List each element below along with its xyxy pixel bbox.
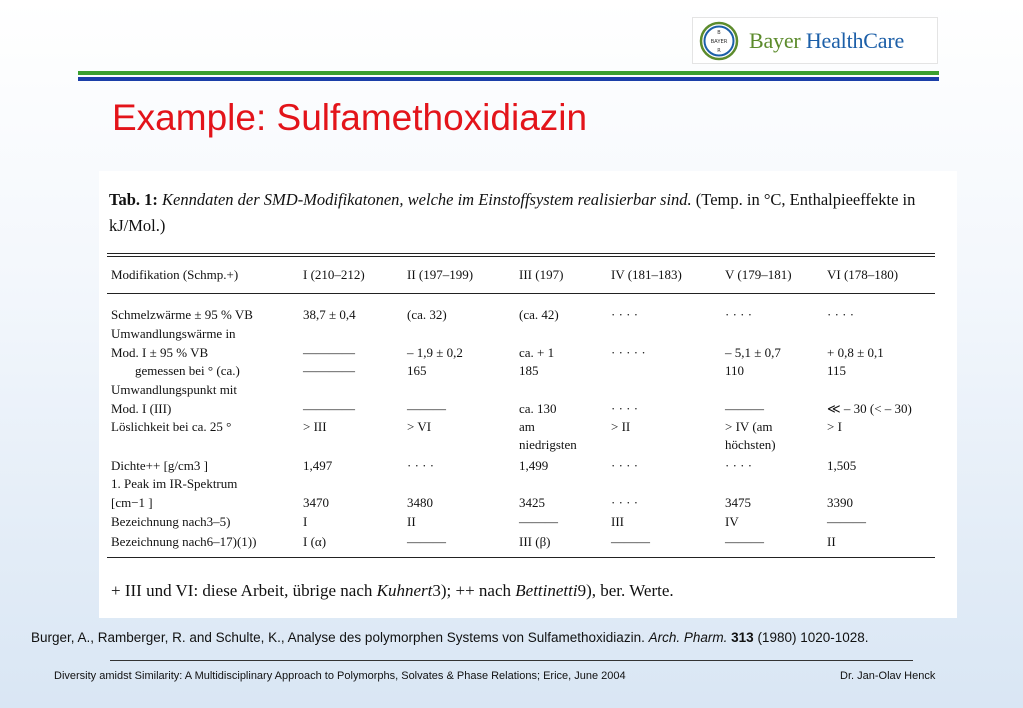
table-cell: · · · · · [611,345,646,360]
table-cell: · · · · [611,307,639,322]
table-rule-bottom [107,557,935,558]
table-cell: (ca. 42) [519,307,559,322]
footer-author: Dr. Jan-Olav Henck [840,670,936,682]
table-cell: · · · · [827,307,855,322]
table-cell: 3425 [519,495,545,510]
footnote-kuhnert: Kuhnert [376,581,433,600]
table-cell: III [611,514,624,529]
table-cell: ca. + 1 [519,345,555,360]
table-cell: 3475 [725,495,751,510]
table-cell: am [519,419,535,434]
table-cell: 1,505 [827,458,857,473]
footnote-bettinetti: Bettinetti [515,581,578,600]
logo-healthcare-text: HealthCare [805,28,905,53]
table-cell: 1,497 [303,458,333,473]
table-cell: > I [827,419,842,434]
logo-bayer-text: Bayer [749,28,801,53]
table-cell: ——— [519,514,558,529]
table-rule-top-double [107,256,935,257]
table-cell: I (α) [303,534,327,549]
table-header-cell: I (210–212) [303,267,365,282]
table-header-cell: III (197) [519,267,564,282]
table-cell: · · · · [407,458,435,473]
table-cell: > II [611,419,631,434]
footnote-part-e: 9), ber. Werte. [577,581,674,600]
table-footnote [111,581,674,601]
table-row-label: Umwandlungspunkt mit [111,382,238,397]
table-header-cell: IV (181–183) [611,267,682,282]
table-cell: niedrigsten [519,437,577,452]
table-caption [109,187,939,239]
bayer-healthcare-logo [692,17,938,64]
table-cell: 3470 [303,495,329,510]
table-cell: ca. 130 [519,401,557,416]
table-cell: I [303,514,308,529]
bayer-cross-text: BAYER [710,39,728,45]
table-cell: ———— [303,345,355,360]
header-rule-green [78,71,939,75]
table-cell: 3480 [407,495,433,510]
table-row-label: Dichte++ [g/cm3 ] [111,458,208,473]
table-row-label: Bezeichnung nach3–5) [111,514,231,529]
table-cell: 38,7 ± 0,4 [303,307,356,322]
table-cell: – 5,1 ± 0,7 [725,345,781,360]
slide-title: Example: Sulfamethoxidiazin [112,97,588,138]
table-header-cell: Modifikation (Schmp.+) [111,267,239,282]
table-cell: ——— [827,514,866,529]
table-cell: > III [303,419,327,434]
table-row-label: Schmelzwärme ± 95 % VB [111,307,253,322]
table-cell: ——— [725,534,764,549]
table-cell: 165 [407,363,427,378]
footer-conference: Diversity amidst Similarity: A Multidisciplinary Approach to Polymorphs, Solvates & Phase Relations; Erice, June 2004 [54,670,626,682]
table-cell: 185 [519,363,539,378]
table-cell: III (β) [519,534,551,549]
table-header-cell: VI (178–180) [827,267,899,282]
table-caption-italic: Kenndaten der SMD-Modifikatonen, welche im Einstoffsystem realisierbar sind. [162,190,692,209]
reference-citation [31,630,869,645]
table-cell: – 1,9 ± 0,2 [407,345,463,360]
table-cell: ———— [303,363,355,378]
table-cell: · · · · [611,401,639,416]
table-cell: ——— [725,401,764,416]
table-cell: IV [725,514,739,529]
table-cell: 115 [827,363,847,378]
header-rule-blue [78,77,939,81]
reference-text: Burger, A., Ramberger, R. and Schulte, K., Analyse des polymorphen Systems von Sulfamethoxidiazin. [31,630,645,645]
table-cell: · · · · [611,458,639,473]
svg-text:R: R [717,48,721,54]
reference-volume: 313 [731,630,754,645]
bayer-cross-icon [699,21,739,61]
table-cell: ——— [407,534,446,549]
table-rule-top [107,253,935,254]
table-cell: > VI [407,419,432,434]
table-row-label: 1. Peak im IR-Spektrum [111,476,238,491]
table-row-label: Umwandlungswärme in [111,326,236,341]
table-header-cell: II (197–199) [407,267,474,282]
footnote-part-c: 3); ++ nach [432,581,512,600]
table-caption-rest: (Temp. in °C, Enthalpieeffekte in kJ/Mol.) [109,190,916,235]
logo-wordmark [749,28,904,54]
table-cell: > IV (am [725,419,773,434]
svg-text:B: B [717,30,721,36]
table-cell: ——— [407,401,446,416]
table-cell: + 0,8 ± 0,1 [827,345,884,360]
table-row-label: Mod. I ± 95 % VB [111,345,209,360]
table-row-label: Bezeichnung nach6–17)(1)) [111,534,257,549]
table-cell: ——— [611,534,650,549]
table-cell: höchsten) [725,437,776,452]
table-header-cell: V (179–181) [725,267,792,282]
table-cell: 1,499 [519,458,549,473]
table-cell: 3390 [827,495,853,510]
footer-rule [110,660,913,661]
table-cell: · · · · [725,458,753,473]
table-row-label: Löslichkeit bei ca. 25 ° [111,419,232,434]
table-cell: · · · · [725,307,753,322]
table-rule-header [107,293,935,294]
reference-rest: (1980) 1020-1028. [757,630,869,645]
scanned-table-image [99,171,957,618]
table-caption-label: Tab. 1: [109,190,158,209]
table-cell: ≪ – 30 (< – 30) [827,401,912,416]
table-cell: · · · · [611,495,639,510]
table-cell: II [827,534,836,549]
table-cell: II [407,514,416,529]
table-row-label: gemessen bei ° (ca.) [135,363,240,378]
footnote-part-a: + III und VI: diese Arbeit, übrige nach [111,581,373,600]
table-row-label: [cm−1 ] [111,495,153,510]
reference-journal: Arch. Pharm. [648,630,728,645]
table-cell: ———— [303,401,355,416]
table-cell: 110 [725,363,745,378]
table-cell: (ca. 32) [407,307,447,322]
table-row-label: Mod. I (III) [111,401,172,416]
